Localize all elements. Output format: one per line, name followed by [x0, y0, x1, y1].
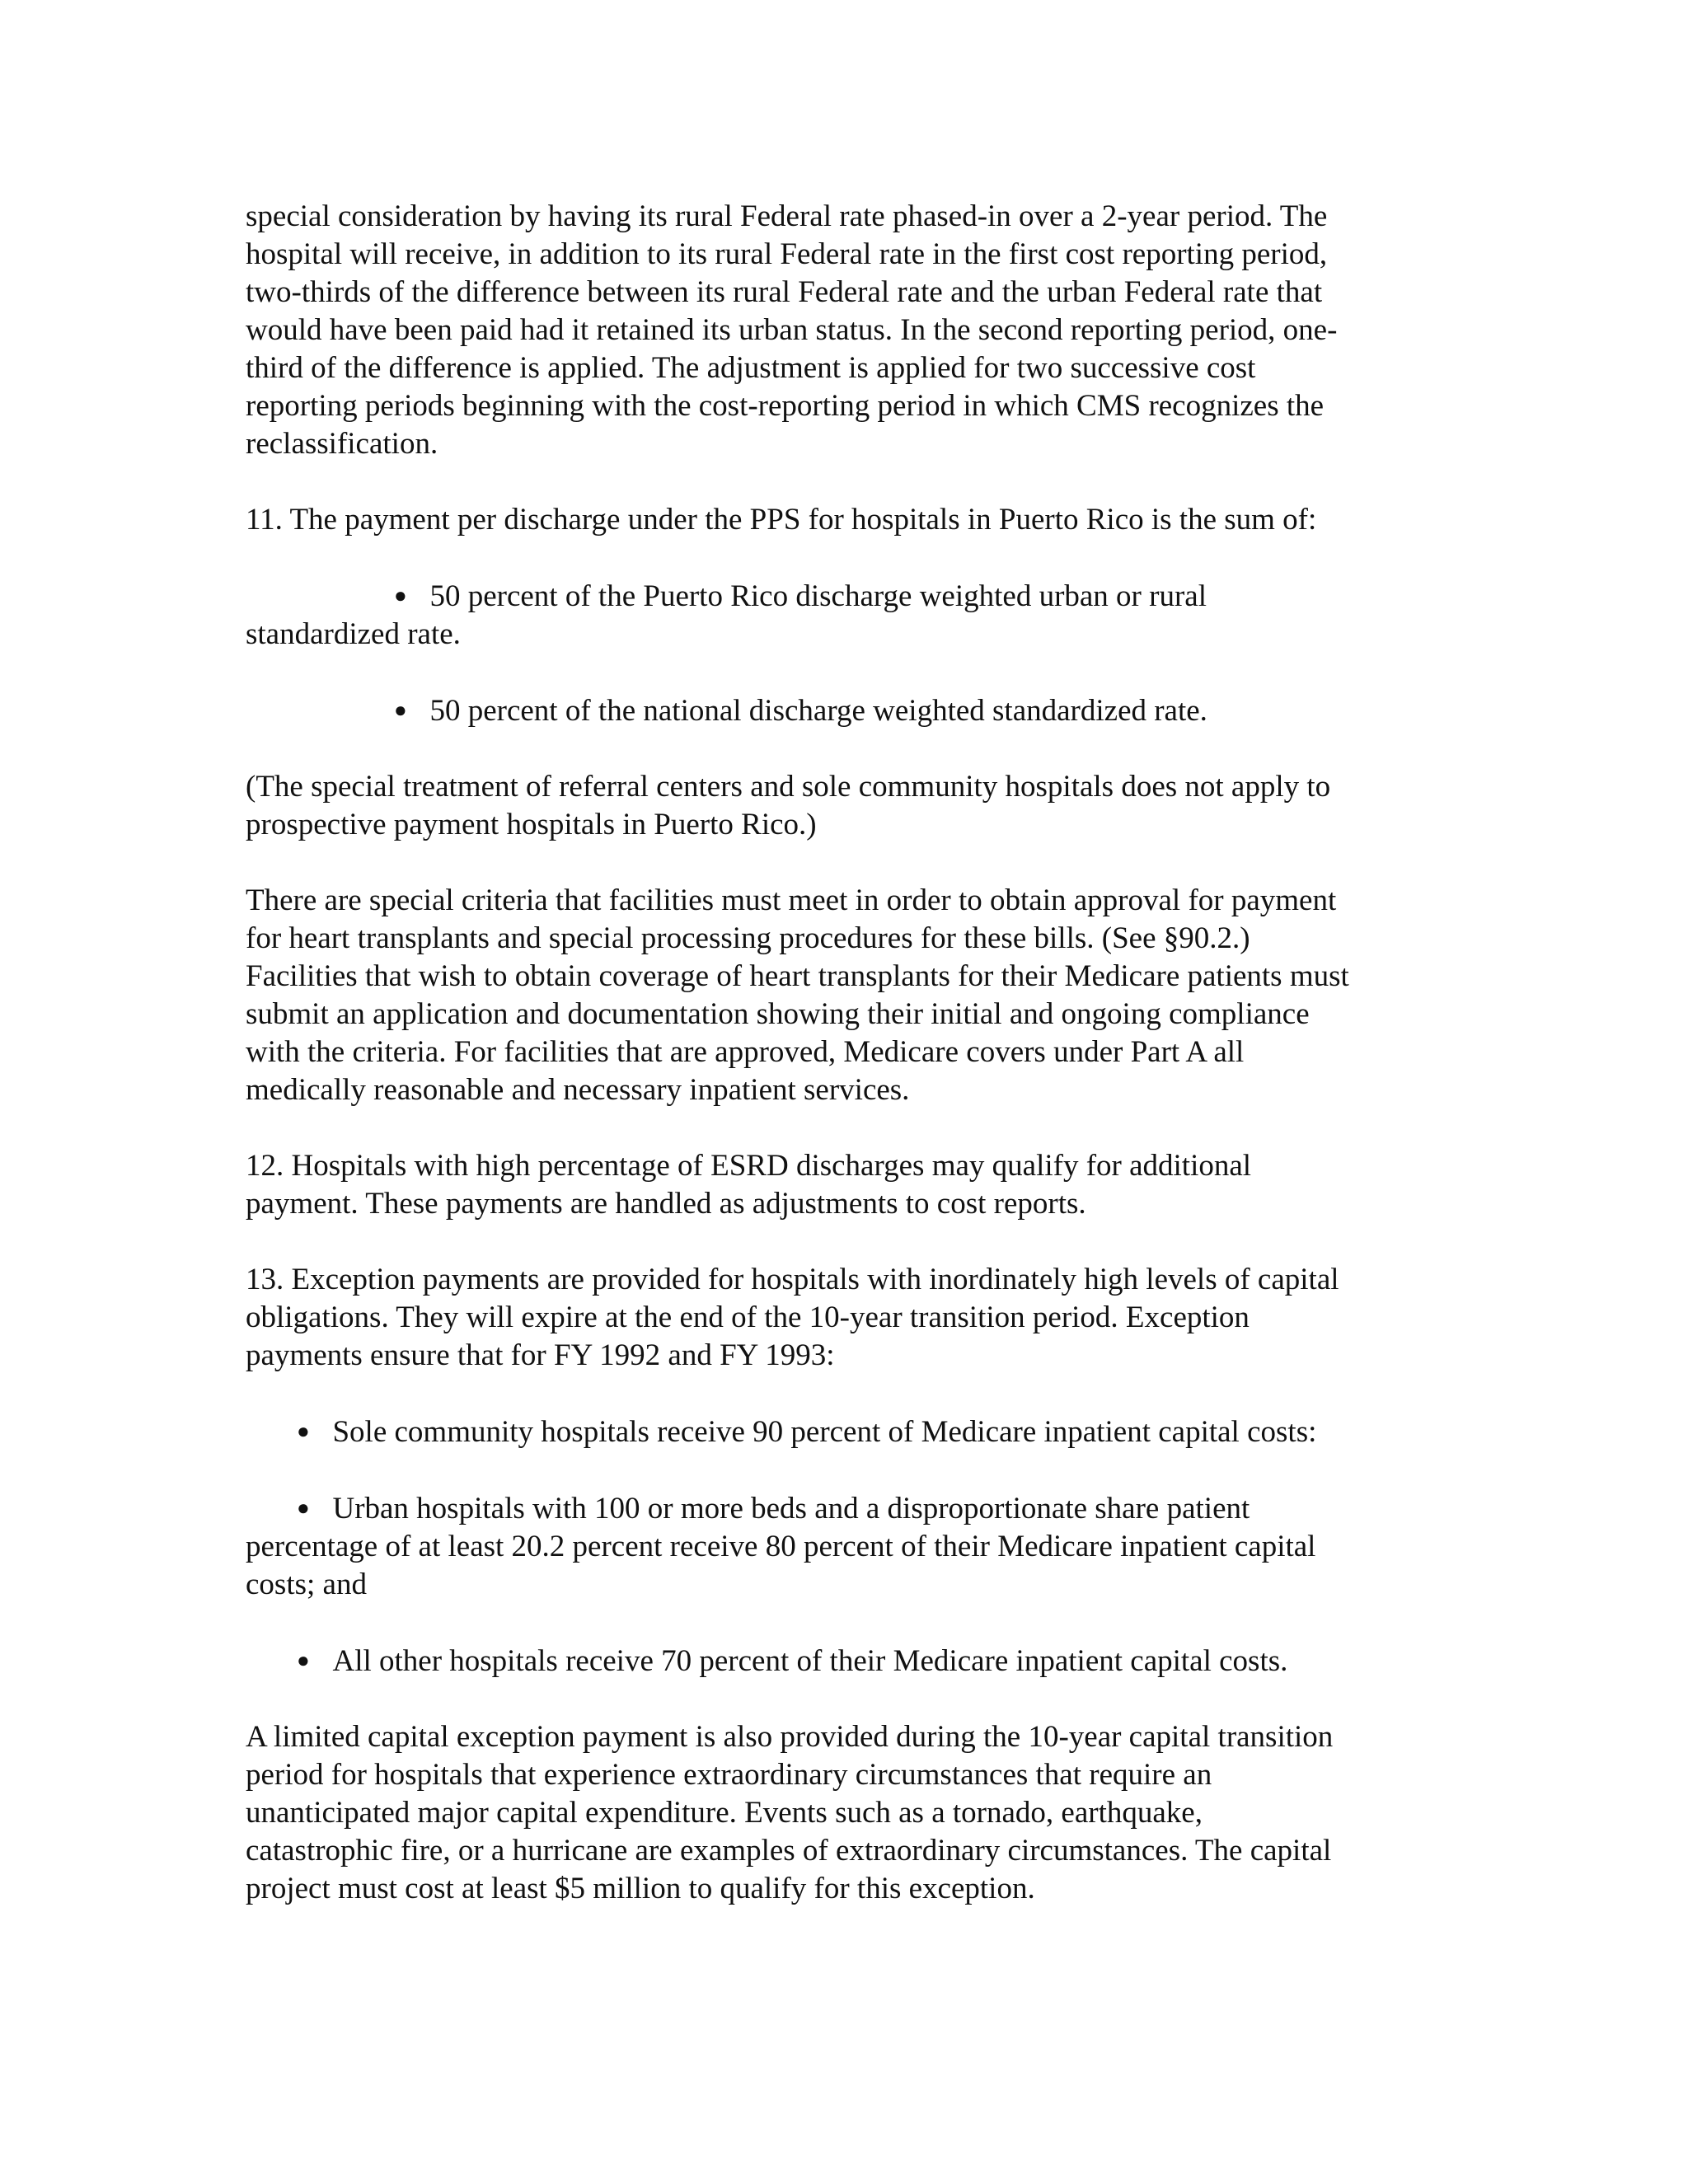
spacer [246, 539, 1457, 577]
bullet-item [246, 577, 1457, 654]
paragraph-limited-exception: A limited capital exception payment is also provided during the 10-year capital transition period for hospitals that experience extraordinary circumstances that require an unanticipated major capital expenditure. Events such as a tornado, earthquake, catastrophic fire, or a hurricane are examples of extraordinary circumstances. The capital project must cost at least $5 million to qualify for this exception. [246, 1720, 1334, 1905]
bullet-text: 50 percent of the Puerto Rico discharge weighted urban or rural [429, 579, 1207, 613]
spacer [246, 1604, 1457, 1642]
bullet-text: 50 percent of the national discharge weighted standardized rate. [429, 694, 1207, 728]
spacer [246, 1223, 1457, 1261]
bullet-dot-icon: ● [297, 1419, 310, 1443]
bullet-continuation: standardized rate. [246, 617, 461, 651]
spacer [246, 730, 1457, 768]
spacer [246, 1375, 1457, 1413]
paragraph-reclassification: special consideration by having its rural Federal rate phased-in over a 2-year period. The hospital will receive, in addition to its rural Federal rate in the first cost reporting period, two-thirds of the difference between its rural Federal rate and the urban Federal rate that would have been paid had it retained its urban status. In the second reporting period, one- third of the difference is applied. The adjustment is applied for two successive cost reporting periods beginning with the cost-reporting period in which CMS recognizes the reclassification. [246, 199, 1338, 461]
bullet-item [246, 1489, 1457, 1604]
bullet-continuation: percentage of at least 20.2 percent receive 80 percent of their Medicare inpatient capital costs; and [246, 1530, 1316, 1601]
bullet-text: Urban hospitals with 100 or more beds and a disproportionate share patient [332, 1492, 1250, 1526]
spacer [246, 463, 1457, 501]
item-12: 12. Hospitals with high percentage of ESRD discharges may qualify for additional payment. These payments are handled as adjustments to cost reports. [246, 1149, 1252, 1221]
paragraph-special-treatment: (The special treatment of referral centers and sole community hospitals does not apply to prospective payment hospitals in Puerto Rico.) [246, 770, 1331, 841]
spacer [246, 1451, 1457, 1489]
spacer [246, 844, 1457, 882]
bullet-item [246, 691, 1457, 730]
bullet-dot-icon: ● [297, 1496, 310, 1520]
document-page [246, 198, 1457, 1908]
bullet-text: All other hospitals receive 70 percent of their Medicare inpatient capital costs. [332, 1644, 1288, 1678]
paragraph-heart-transplants: There are special criteria that facilities must meet in order to obtain approval for payment for heart transplants and special processing procedures for these bills. (See §90.2.) Facilities that wish to obtain coverage of heart transplants for their Medicare patients must submit an application and documentation showing their initial and ongoing compliance with the criteria. For facilities that are approved, Medicare covers under Part A all medically reasonable and necessary inpatient services. [246, 883, 1349, 1107]
item-13: 13. Exception payments are provided for hospitals with inordinately high levels of capital obligations. They will expire at the end of the 10-year transition period. Exception payments ensure that for FY 1992 and FY 1993: [246, 1263, 1339, 1372]
spacer [246, 1680, 1457, 1718]
bullet-dot-icon: ● [394, 698, 407, 722]
bullet-text: Sole community hospitals receive 90 percent of Medicare inpatient capital costs: [332, 1415, 1317, 1449]
bullet-item [246, 1413, 1457, 1451]
bullet-item [246, 1642, 1457, 1680]
bullet-dot-icon: ● [297, 1648, 310, 1672]
item-11: 11. The payment per discharge under the PPS for hospitals in Puerto Rico is the sum of: [246, 503, 1317, 537]
spacer [246, 1109, 1457, 1147]
bullet-dot-icon: ● [394, 583, 407, 607]
spacer [246, 654, 1457, 691]
